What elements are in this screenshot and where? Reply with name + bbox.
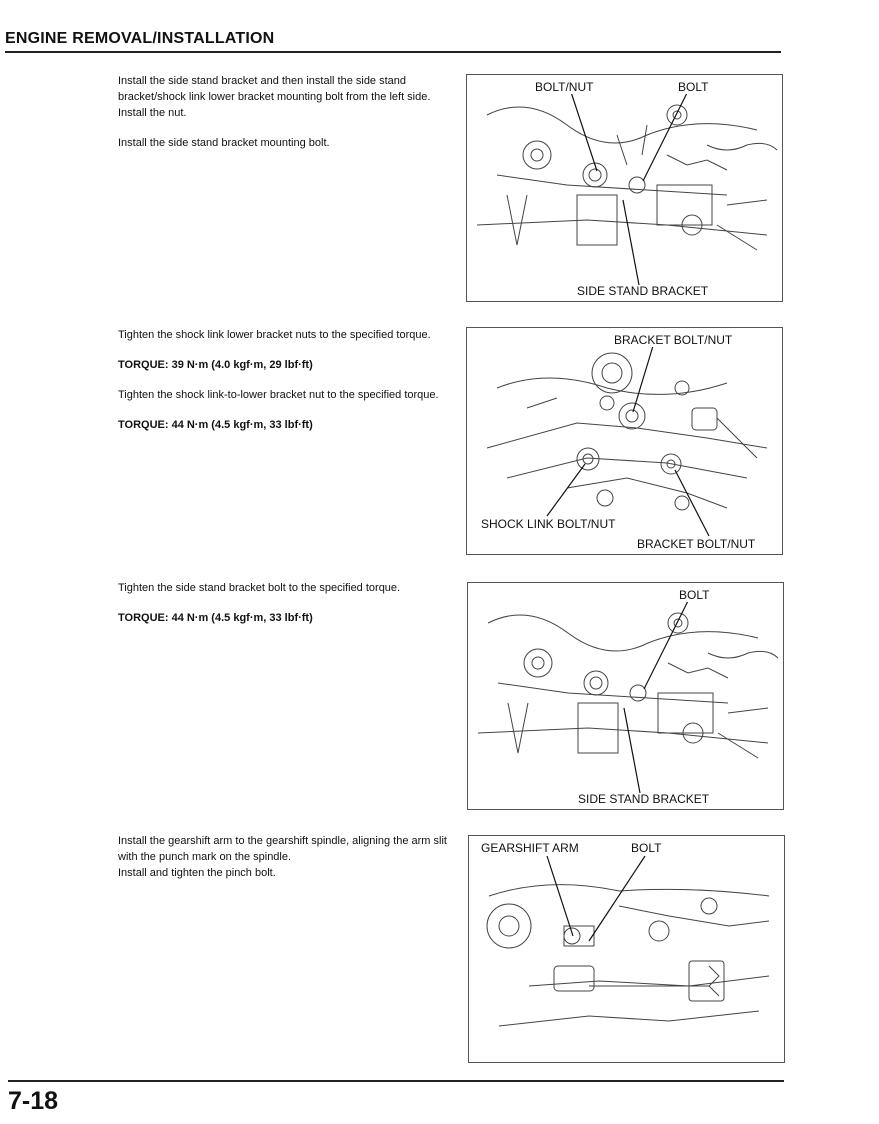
figure-side-stand-bracket-bolt (467, 582, 784, 810)
label-bolt-nut: BOLT/NUT (535, 80, 594, 94)
page-number: 7-18 (8, 1087, 59, 1115)
header-rule (5, 51, 781, 53)
label-bolt: BOLT (679, 588, 710, 602)
paragraph: Install the side stand bracket and then install the side stand bracket/shock link lower bracket mounting bolt from the left side. (118, 75, 431, 103)
torque-spec: TORQUE: 39 N·m (4.0 kgf·m, 29 lbf·ft) (118, 359, 313, 371)
torque-spec: TORQUE: 44 N·m (4.5 kgf·m, 33 lbf·ft) (118, 612, 313, 624)
section-2-text (118, 327, 450, 447)
paragraph: Tighten the shock link lower bracket nuts to the specified torque. (118, 329, 431, 341)
label-shock-link-bolt-nut: SHOCK LINK BOLT/NUT (481, 517, 616, 531)
section-4-text (118, 833, 450, 881)
label-bolt: BOLT (631, 841, 662, 855)
label-bolt: BOLT (678, 80, 709, 94)
torque-spec: TORQUE: 44 N·m (4.5 kgf·m, 33 lbf·ft) (118, 419, 313, 431)
page-header-title: ENGINE REMOVAL/INSTALLATION (5, 30, 275, 47)
paragraph: Tighten the side stand bracket bolt to the specified torque. (118, 582, 401, 594)
label-side-stand-bracket: SIDE STAND BRACKET (577, 284, 709, 298)
paragraph: Tighten the shock link-to-lower bracket nut to the specified torque. (118, 389, 439, 401)
paragraph: Install the nut. (118, 107, 187, 119)
label-side-stand-bracket: SIDE STAND BRACKET (578, 792, 710, 806)
label-gearshift-arm: GEARSHIFT ARM (481, 841, 579, 855)
paragraph: Install the side stand bracket mounting bolt. (118, 137, 330, 149)
section-1-text (118, 73, 450, 151)
figure-shock-link-bracket (466, 327, 783, 555)
label-bracket-bolt-nut-bottom: BRACKET BOLT/NUT (637, 537, 756, 551)
label-bracket-bolt-nut-top: BRACKET BOLT/NUT (614, 333, 733, 347)
footer-rule (8, 1080, 784, 1082)
figure-gearshift-arm (468, 835, 785, 1063)
engine-drawing (467, 75, 782, 301)
gearshift-drawing (469, 836, 784, 1062)
figure-side-stand-bracket (466, 74, 783, 302)
engine-drawing (468, 583, 783, 809)
paragraph: Install the gearshift arm to the gearshift spindle, aligning the arm slit with the punch mark on the spindle. (118, 835, 447, 863)
paragraph: Install and tighten the pinch bolt. (118, 867, 276, 879)
section-3-text (118, 580, 450, 640)
